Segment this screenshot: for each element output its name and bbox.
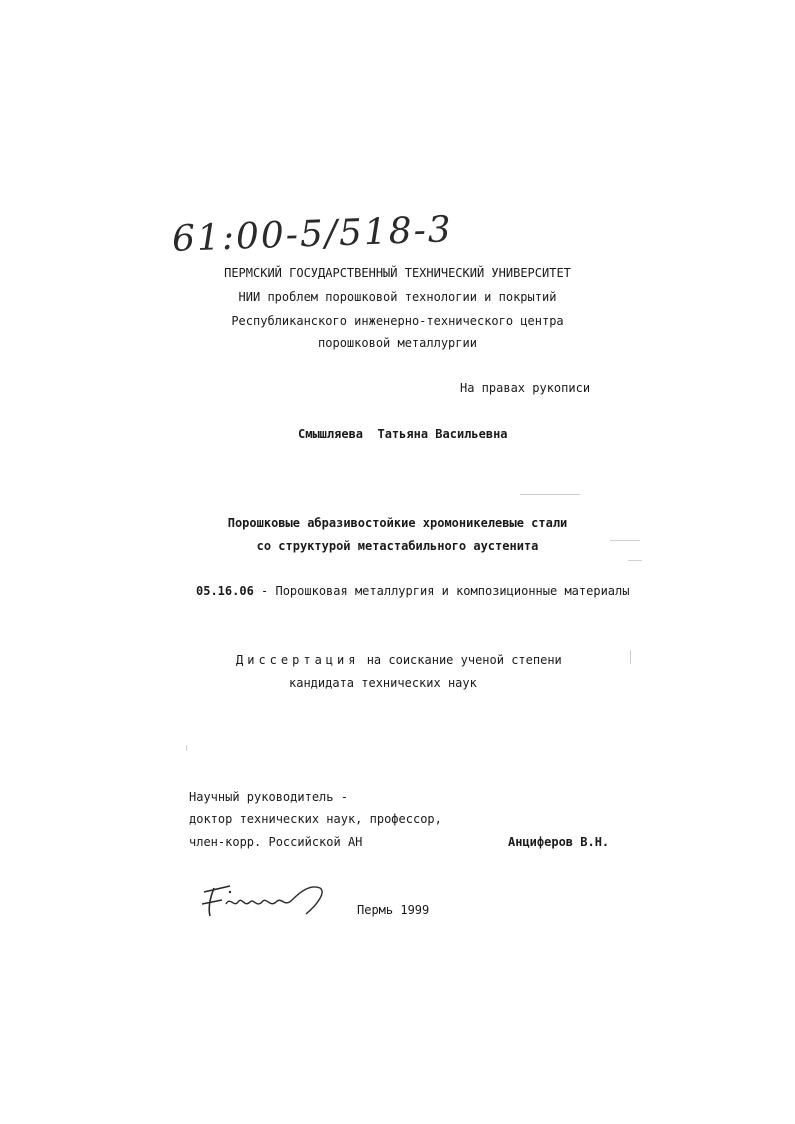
- scan-noise: [520, 494, 580, 495]
- specialty: [196, 584, 629, 598]
- scan-noise: [610, 540, 640, 541]
- supervisor-line-2: доктор технических наук, профессор,: [189, 812, 442, 826]
- organization-line-1: ПЕРМСКИЙ ГОСУДАРСТВЕННЫЙ ТЕХНИЧЕСКИЙ УНИВЕРСИТЕТ: [224, 266, 571, 280]
- dissertation-line-1-rest: на соискание ученой степени: [359, 653, 562, 667]
- organization-line-4: порошковой металлургии: [318, 336, 477, 350]
- scan-noise: [630, 650, 631, 664]
- organization-line-2: НИИ проблем порошковой технологии и покрытий: [238, 290, 557, 304]
- supervisor-name: Анциферов В.Н.: [508, 835, 610, 849]
- dissertation-line-2: кандидата технических наук: [289, 676, 477, 690]
- archive-code-handwritten: 61:00-5/518-3: [171, 209, 454, 260]
- organization-line-3: Республиканского инженерно-технического центра: [231, 314, 564, 328]
- specialty-code: 05.16.06: [196, 584, 254, 598]
- dissertation-word: Диссертация: [236, 653, 360, 667]
- supervisor-line-1: Научный руководитель -: [189, 790, 348, 804]
- title-line-1: Порошковые абразивостойкие хромоникелевые стали: [227, 516, 568, 530]
- title-line-2: со структурой метастабильного аустенита: [256, 539, 539, 553]
- scan-noise: [628, 560, 642, 561]
- dissertation-line-1: [236, 653, 562, 667]
- manuscript-note: На правах рукописи: [460, 381, 591, 395]
- supervisor-line-3: член-корр. Российской АН: [189, 835, 363, 849]
- place-and-year: Пермь 1999: [357, 903, 430, 917]
- scan-noise: [186, 745, 187, 751]
- author-name: Смышляева Татьяна Васильевна: [298, 427, 508, 441]
- specialty-text: - Порошковая металлургия и композиционные материалы: [253, 584, 630, 598]
- signature-handwritten: [196, 878, 336, 922]
